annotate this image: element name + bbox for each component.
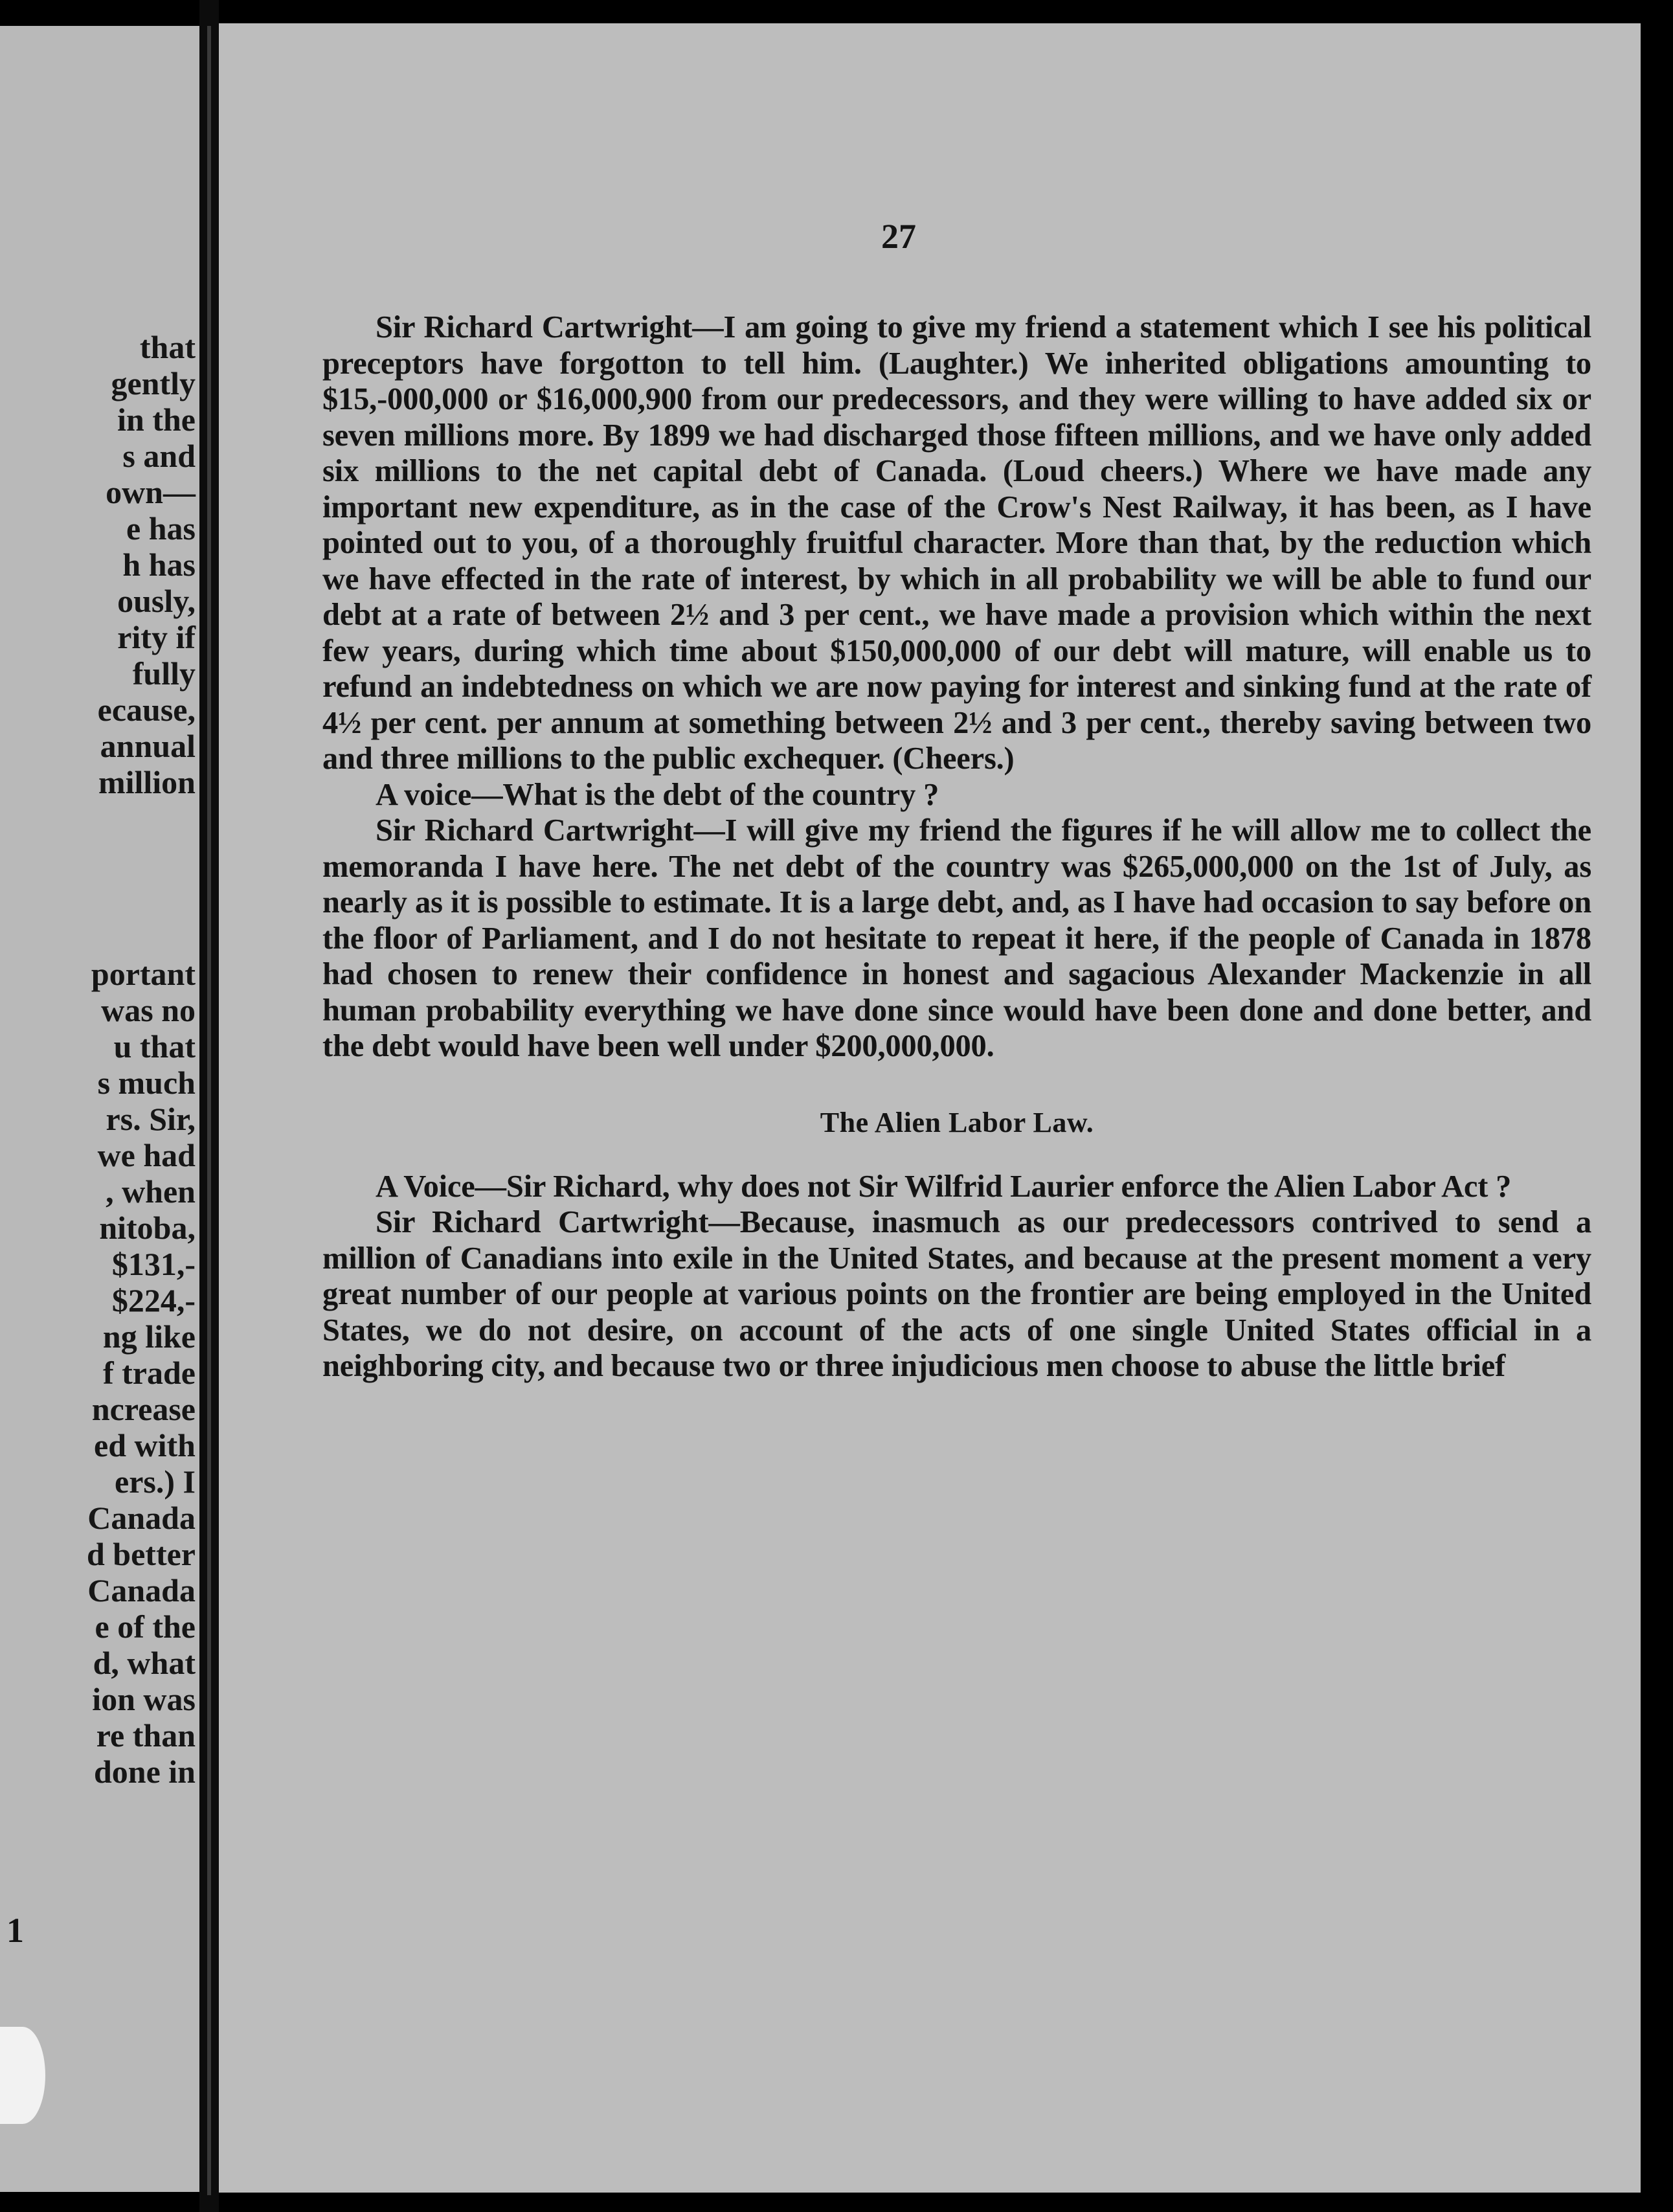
left-line: $224,- [111, 1282, 196, 1318]
section-heading: The Alien Labor Law. [820, 1106, 1094, 1138]
left-line: gently [111, 365, 196, 401]
left-line: done in [93, 1754, 196, 1790]
left-line: Canada [87, 1572, 196, 1608]
left-line: million [98, 764, 196, 800]
left-line: nitoba, [99, 1210, 196, 1246]
left-line: u that [113, 1028, 196, 1065]
left-line: fully [132, 655, 196, 692]
left-line: was no [101, 992, 196, 1028]
left-line: annual [100, 728, 196, 764]
page-number: 27 [881, 217, 916, 256]
body-text [322, 310, 1591, 1384]
left-line: Canada [87, 1500, 196, 1536]
left-line: s and [122, 438, 196, 474]
left-line: d better [87, 1536, 196, 1572]
left-line: , when [106, 1173, 196, 1210]
left-line: rity if [117, 619, 196, 655]
left-line: f trade [103, 1355, 196, 1391]
left-line: ers.) I [115, 1463, 196, 1500]
left-line: $131,- [111, 1246, 196, 1282]
left-line: s much [97, 1065, 196, 1101]
left-line: ng like [102, 1318, 196, 1355]
left-line: re than [96, 1717, 196, 1754]
left-line: own— [106, 474, 196, 510]
left-line: d, what [93, 1645, 196, 1681]
scan-smudge [0, 2027, 45, 2124]
paragraph: A Voice—Sir Richard, why does not Sir Wilfrid Laurier enforce the Alien Labor Act ? [376, 1169, 1512, 1204]
right-page [219, 23, 1641, 2193]
left-line: ed with [94, 1427, 196, 1463]
left-line: portant [91, 956, 196, 992]
paragraph: Sir Richard Cartwright—I will give my friend the figures if he will allow me to collect the memoranda I have here. The net debt of the country was $265,000,000 on the 1st of July, as nearly as it is possible to estimate. It is a large debt, and, as I have had occasion to say before on the floor of Parliament, and I do not hesitate to repeat it here, if the people of Canada in 1878 had chosen to renew their confidence in honest and sagacious Alexander Mackenzie in all human probability everything we have done since would have been done and done better, and the debt would have been well under $200,000,000. [322, 813, 1591, 1063]
left-line: that [139, 329, 196, 365]
left-line: in the [117, 401, 196, 438]
left-line: we had [97, 1137, 196, 1173]
left-line: ecause, [97, 692, 196, 728]
paragraph: Sir Richard Cartwright—Because, inasmuch as our predecessors contrived to send a million of Canadians into exile in the United States, and because at the present moment a very great number of our people at various points on the frontier are being employed in the United States, we do not desire, on account of the acts of one single United States official in a neighboring city, and because two or three injudicious men choose to abuse the little brief [322, 1205, 1591, 1383]
left-line: e of the [95, 1608, 196, 1645]
gutter-fold-line [207, 26, 211, 2195]
left-line: rs. Sir, [106, 1101, 196, 1137]
left-line: ncrease [91, 1391, 196, 1427]
paragraph: Sir Richard Cartwright—I am going to give my friend a statement which I see his political preceptors have forgotton to tell him. (Laughter.) We inherited obligations amounting to $15,-000,000 or $16,000,900 from our predecessors, and they were willing to have added six or seven millions more. By 1899 we had discharged those fifteen millions, and we have only added six millions to the net capital debt of Canada. (Loud cheers.) Where we have made any important new expenditure, as in the case of the Crow's Nest Railway, it has been, as I have pointed out to you, of a thoroughly fruitful character. More than that, by the reduction which we have effected in the rate of interest, by which in all probability we will be able to fund our debt at a rate of between 2½ and 3 per cent., we have made a provision which within the next few years, during which time about $150,000,000 of our debt will mature, will enable us to refund an indebtedness on which we are now paying for interest and sinking fund at the rate of 4½ per cent. per annum at something between 2½ and 3 per cent., thereby saving between two and three millions to the public exchequer. (Cheers.) [322, 310, 1591, 776]
left-line: h has [122, 547, 196, 583]
paragraph: A voice—What is the debt of the country ? [376, 777, 939, 812]
margin-mark: 1 [6, 1911, 24, 1950]
left-line: ously, [117, 583, 196, 619]
left-page-fragment [0, 26, 199, 2192]
left-line: e has [126, 510, 196, 547]
left-line: ion was [92, 1681, 196, 1717]
